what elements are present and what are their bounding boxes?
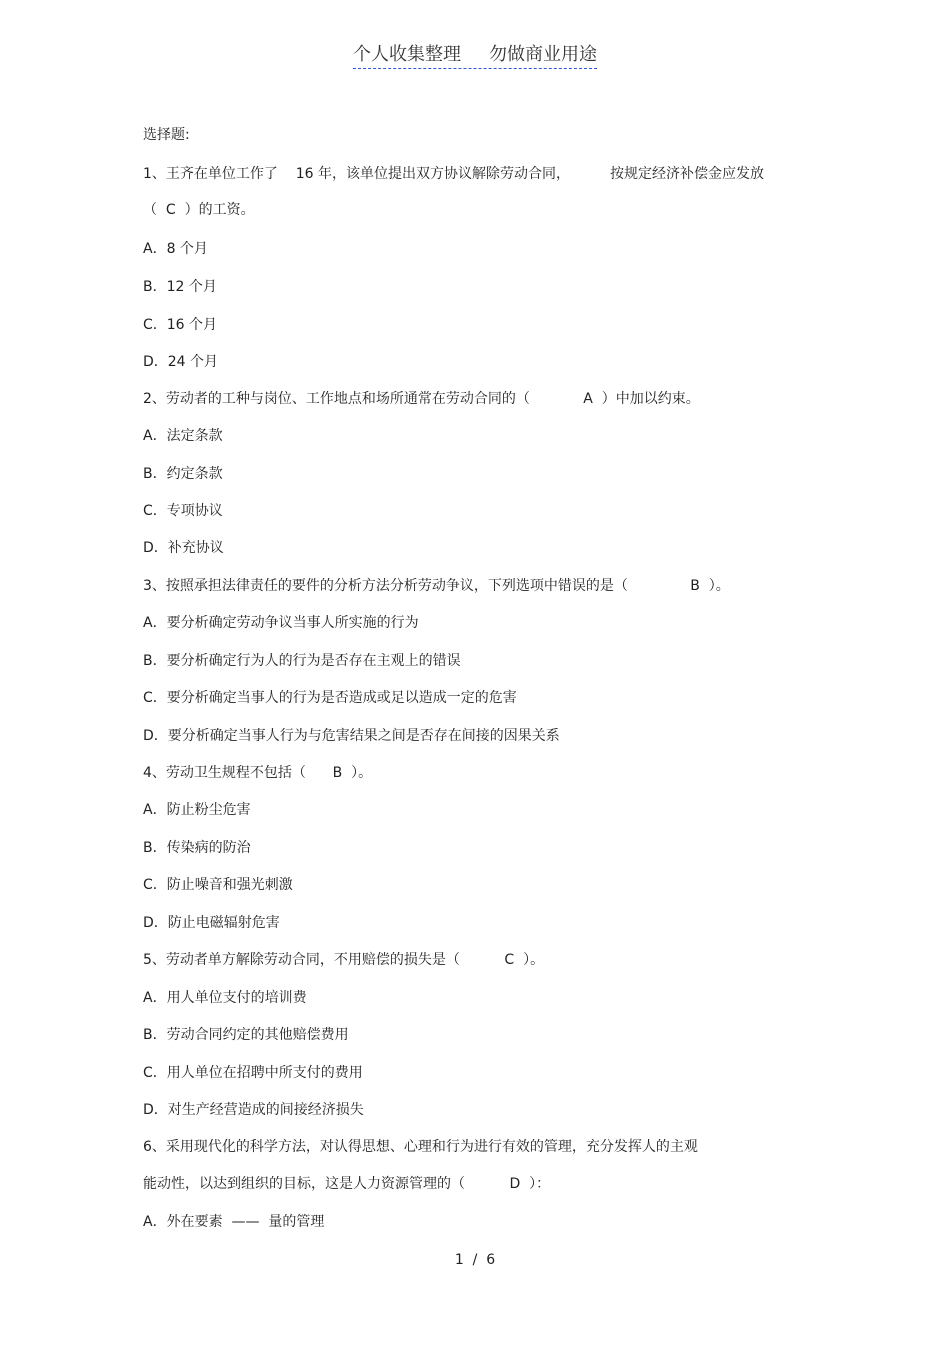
header-left-text: 个人收集整理 — [353, 44, 461, 65]
header-watermark-text — [353, 40, 597, 69]
question-5-text: 5、劳动者单方解除劳动合同，不用赔偿的损失是（ C ）。 — [143, 952, 545, 968]
question-1-text-cont: （ C ）的工资。 — [143, 202, 255, 218]
header-right-text: 勿做商业用途 — [489, 44, 597, 65]
question-1-option-b: B．12 个月 — [143, 279, 217, 295]
question-5-option-d: D．对生产经营造成的间接经济损失 — [143, 1102, 364, 1118]
question-5-option-c: C．用人单位在招聘中所支付的费用 — [143, 1065, 363, 1081]
question-5-option-b: B．劳动合同约定的其他赔偿费用 — [143, 1027, 349, 1043]
question-2-option-c: C．专项协议 — [143, 503, 223, 519]
question-4-option-c: C．防止噪音和强光刺激 — [143, 877, 293, 893]
page-number: 1 / 6 — [454, 1252, 496, 1268]
question-3-option-d: D．要分析确定当事人行为与危害结果之间是否存在间接的因果关系 — [143, 728, 560, 744]
question-4-option-d: D．防止电磁辐射危害 — [143, 915, 280, 931]
question-4-text: 4、劳动卫生规程不包括（ B ）。 — [143, 765, 373, 781]
question-3-text: 3、按照承担法律责任的要件的分析方法分析劳动争议，下列选项中错误的是（ B ）。 — [143, 578, 730, 594]
question-3-option-c: C．要分析确定当事人的行为是否造成或足以造成一定的危害 — [143, 690, 517, 706]
question-3-option-b: B．要分析确定行为人的行为是否存在主观上的错误 — [143, 653, 461, 669]
question-4-option-a: A．防止粉尘危害 — [143, 802, 251, 818]
question-1-option-a: A．8 个月 — [143, 241, 208, 257]
question-1-option-d: D．24 个月 — [143, 354, 219, 370]
page-header — [0, 40, 950, 69]
question-6-option-a: A．外在要素 —— 量的管理 — [143, 1214, 325, 1230]
question-2-option-d: D．补充协议 — [143, 540, 224, 556]
question-1-option-c: C．16 个月 — [143, 317, 218, 333]
question-6-text-cont: 能动性，以达到组织的目标，这是人力资源管理的（ D ）： — [143, 1176, 551, 1192]
question-3-option-a: A．要分析确定劳动争议当事人所实施的行为 — [143, 615, 419, 631]
question-5-option-a: A．用人单位支付的培训费 — [143, 990, 307, 1006]
question-4-option-b: B．传染病的防治 — [143, 840, 251, 856]
question-6-text: 6、采用现代化的科学方法，对认得思想、心理和行为进行有效的管理，充分发挥人的主观 — [143, 1139, 698, 1155]
question-1-text: 1、王齐在单位工作了 16 年，该单位提出双方协议解除劳动合同， 按规定经济补偿金应发放 — [143, 166, 765, 182]
question-2-option-a: A．法定条款 — [143, 428, 223, 444]
section-title: 选择题: — [143, 127, 190, 143]
question-2-option-b: B．约定条款 — [143, 466, 223, 482]
question-2-text: 2、劳动者的工种与岗位、工作地点和场所通常在劳动合同的（ A ）中加以约束。 — [143, 391, 700, 407]
